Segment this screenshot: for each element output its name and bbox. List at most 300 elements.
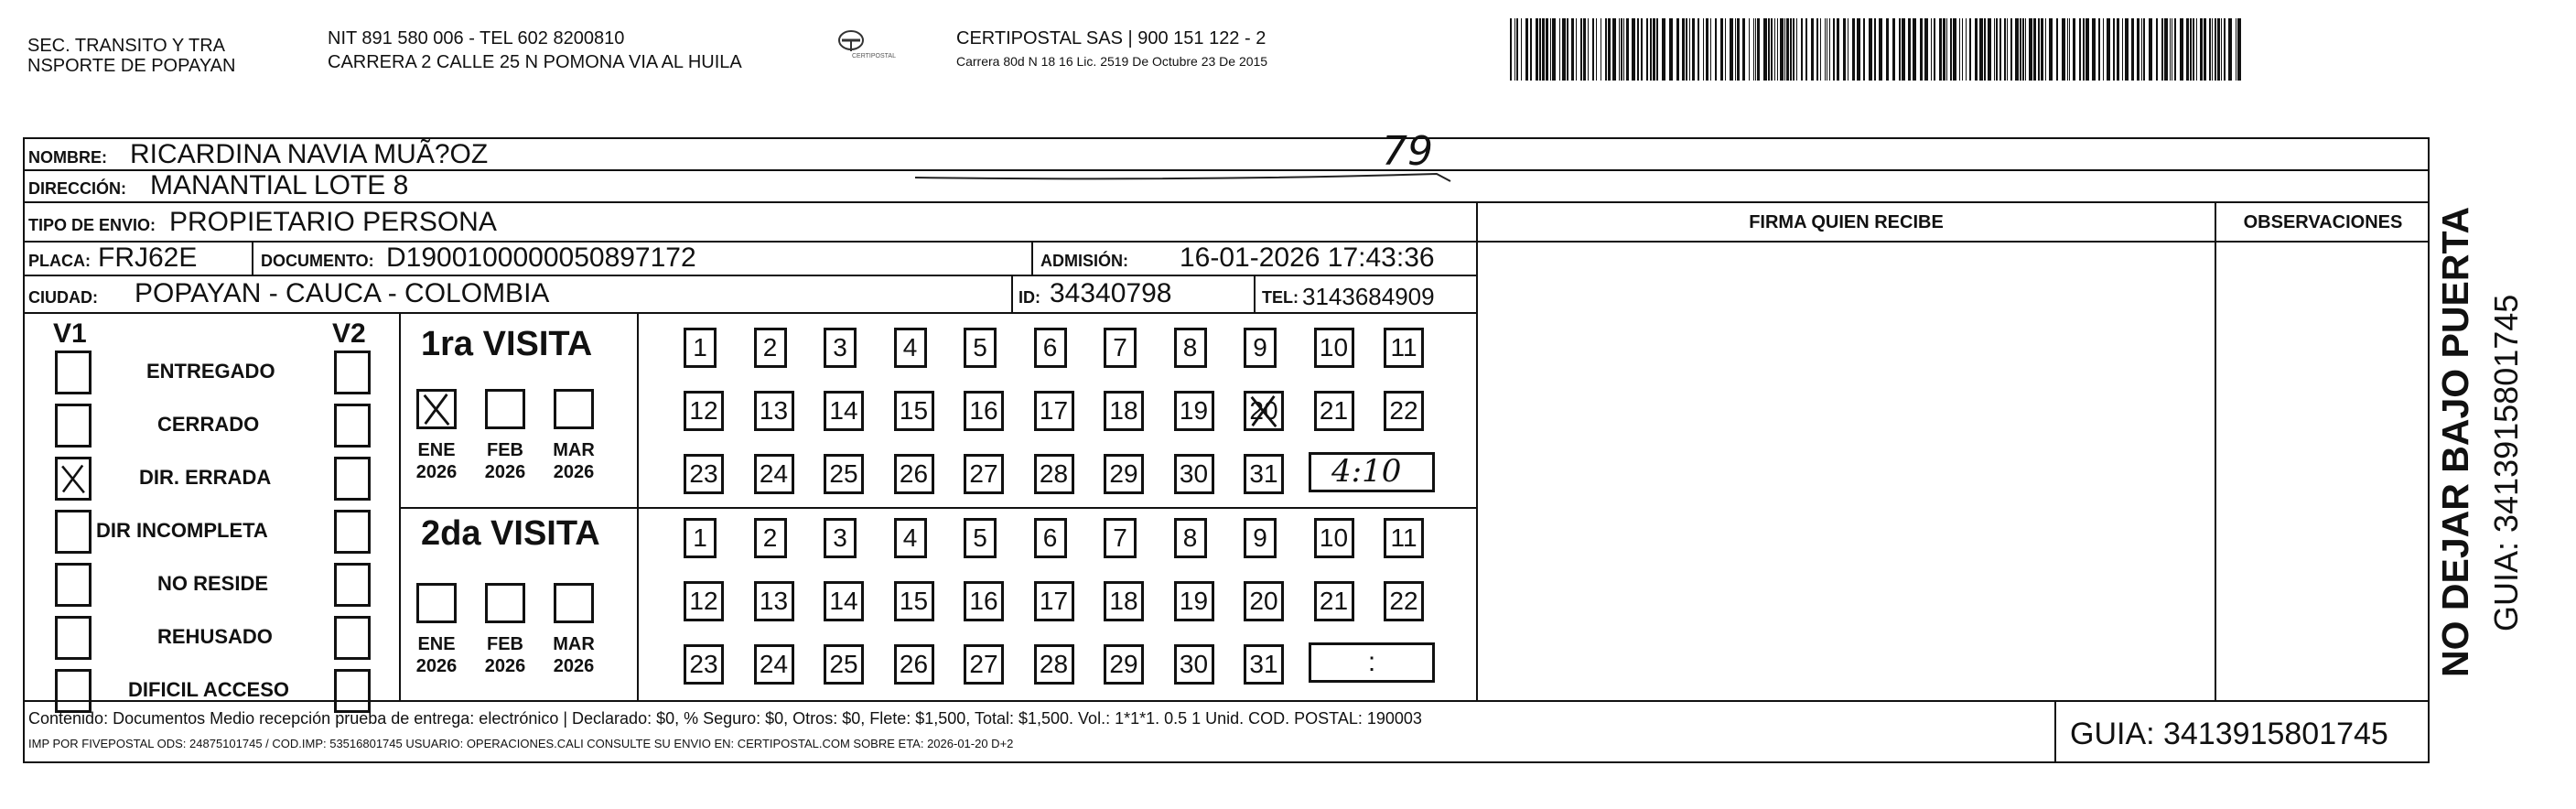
barcode-bar [1874, 18, 1876, 81]
barcode-bar [1706, 18, 1708, 81]
second-visit-month-label [544, 633, 603, 677]
second-visit-day-20[interactable] [1244, 581, 1284, 621]
first-visit-day-number: 29 [1109, 459, 1138, 488]
second-visit-day-4[interactable] [894, 518, 927, 558]
barcode-bar [1994, 18, 1995, 81]
second-visit-month-checkbox[interactable] [485, 583, 525, 623]
barcode-bar [2131, 18, 2134, 81]
barcode-bar [1692, 18, 1695, 81]
barcode-bar [1542, 18, 1545, 81]
barcode-bar [2186, 18, 2189, 81]
second-visit-day-number: 8 [1182, 523, 1198, 552]
second-visit-day-13[interactable] [754, 581, 794, 621]
v2-checkbox[interactable] [334, 404, 371, 448]
barcode-bar [1801, 18, 1803, 81]
barcode-bar [2217, 18, 2220, 81]
barcode-bar [1768, 18, 1770, 81]
second-visit-day-number: 5 [973, 523, 987, 552]
first-visit-day-15[interactable] [894, 391, 934, 431]
divider [1478, 241, 2430, 243]
first-visit-day-number: 13 [759, 396, 789, 425]
barcode-bar [2062, 18, 2065, 81]
barcode-bar [2212, 18, 2213, 81]
first-visit-day-5[interactable] [964, 328, 997, 368]
barcode-bar [2122, 18, 2123, 81]
barcode-bar [1583, 18, 1586, 81]
first-visit-day-6[interactable] [1034, 328, 1067, 368]
barcode-bar [1820, 18, 1821, 81]
ciudad-value: POPAYAN - CAUCA - COLOMBIA [135, 278, 550, 308]
sender-name-line1: SEC. TRANSITO Y TRA [27, 36, 225, 56]
barcode-bar [2103, 18, 2104, 81]
barcode-bar [2056, 18, 2058, 81]
first-visit-day-number: 17 [1039, 396, 1069, 425]
second-visit-month-name: ENE [417, 634, 456, 654]
second-visit-day-7[interactable] [1104, 518, 1137, 558]
barcode-bar [1632, 18, 1635, 81]
second-visit-day-number: 14 [829, 587, 858, 615]
v1-checkbox[interactable] [55, 457, 92, 501]
second-visit-day-number: 15 [899, 587, 929, 615]
barcode-bar [1621, 18, 1622, 81]
barcode-bar [2107, 18, 2110, 81]
tel-value: 3143684909 [1302, 283, 1435, 310]
second-visit-day-number: 21 [1319, 587, 1349, 615]
barcode-bar [1596, 18, 1597, 81]
barcode-bar [1608, 18, 1611, 81]
barcode-bar [2228, 18, 2232, 81]
first-visit-month-year: 2026 [484, 462, 526, 482]
barcode-bar [1536, 18, 1538, 81]
first-visit-day-number: 20 [1249, 396, 1278, 425]
first-visit-day-13[interactable] [754, 391, 794, 431]
barcode-bar [2007, 18, 2008, 81]
barcode-bar [2004, 18, 2006, 81]
footer-guia: GUIA: 3413915801745 [2070, 717, 2388, 751]
barcode-bar [2020, 18, 2021, 81]
barcode-bar [1790, 18, 1792, 81]
second-visit-day-25[interactable] [824, 644, 864, 685]
barcode-bar [2174, 18, 2176, 81]
first-visit-month-year: 2026 [553, 462, 595, 482]
barcode-bar [2015, 18, 2019, 81]
barcode-bar [1786, 18, 1789, 81]
second-visit-day-6[interactable] [1034, 518, 1067, 558]
first-visit-month-checkbox[interactable] [416, 389, 457, 429]
second-visit-day-number: 19 [1179, 587, 1209, 615]
barcode-bar [1833, 18, 1835, 81]
first-visit-day-8[interactable] [1174, 328, 1207, 368]
first-visit-day-number: 26 [899, 459, 929, 488]
id-label: ID: [1019, 288, 1040, 307]
documento-value: D1900100000050897172 [386, 243, 696, 273]
barcode-bar [1730, 18, 1733, 81]
barcode-bar [1843, 18, 1846, 81]
first-visit-day-9[interactable] [1244, 328, 1277, 368]
firma-label: FIRMA QUIEN RECIBE [1749, 212, 1944, 232]
barcode-bar [2083, 18, 2085, 81]
second-visit-day-number: 29 [1109, 650, 1138, 678]
first-visit-day-31[interactable] [1244, 454, 1284, 494]
barcode-bar [2156, 18, 2158, 81]
second-visit-day-18[interactable] [1104, 581, 1144, 621]
second-visit-day-23[interactable] [684, 644, 724, 685]
courier-logo [837, 27, 911, 59]
first-visit-time-box[interactable] [1309, 452, 1435, 492]
barcode-bar [2098, 18, 2100, 81]
barcode-bar [1641, 18, 1643, 81]
second-visit-title: 2da VISITA [421, 514, 600, 553]
barcode-bar [1793, 18, 1795, 81]
barcode-bar [1902, 18, 1905, 81]
barcode-bar [1514, 18, 1515, 81]
first-visit-day-21[interactable] [1314, 391, 1354, 431]
barcode-bar [1650, 18, 1652, 81]
v1-checkbox[interactable] [55, 510, 92, 554]
second-visit-time-box[interactable] [1309, 642, 1435, 683]
v2-checkbox[interactable] [334, 510, 371, 554]
reason-label: NO RESIDE [157, 572, 269, 595]
first-visit-day-number: 9 [1253, 333, 1267, 361]
second-visit-day-number: 30 [1179, 650, 1209, 678]
first-visit-day-28[interactable] [1034, 454, 1074, 494]
direccion-value: MANANTIAL LOTE 8 [150, 170, 409, 200]
barcode-bar [1777, 18, 1778, 81]
first-visit-day-25[interactable] [824, 454, 864, 494]
barcode-bar [1899, 18, 1901, 81]
first-visit-day-number: 5 [973, 333, 987, 361]
barcode-bar [2029, 18, 2032, 81]
first-visit-day-number: 28 [1039, 459, 1069, 488]
first-visit-day-number: 12 [689, 396, 718, 425]
barcode-bar [2010, 18, 2012, 81]
barcode-bar [2141, 18, 2142, 81]
tipo-label: TIPO DE ENVIO: [28, 216, 156, 234]
second-visit-day-number: 13 [759, 587, 789, 615]
barcode-bar [2215, 18, 2216, 81]
direccion-label: DIRECCIÓN: [28, 179, 126, 198]
barcode-bar [1966, 18, 1967, 81]
second-visit-day-14[interactable] [824, 581, 864, 621]
barcode-bar [1592, 18, 1594, 81]
second-visit-day-9[interactable] [1244, 518, 1277, 558]
barcode-bar [1879, 18, 1882, 81]
first-visit-day-2[interactable] [754, 328, 787, 368]
observaciones-label: OBSERVACIONES [2243, 212, 2403, 232]
barcode-bar [1999, 18, 2001, 81]
divider [252, 243, 253, 275]
second-visit-time-placeholder: : [1367, 647, 1376, 677]
first-visit-title: 1ra VISITA [421, 325, 593, 363]
second-visit-day-number: 31 [1249, 650, 1278, 678]
barcode-bar [1763, 18, 1767, 81]
tipo-row [23, 203, 1478, 243]
second-visit-day-21[interactable] [1314, 581, 1354, 621]
barcode-bar [1939, 18, 1942, 81]
second-visit-day-3[interactable] [824, 518, 857, 558]
courier-address: Carrera 80d N 18 16 Lic. 2519 De Octubre 23 De 2015 [956, 54, 1268, 69]
first-visit-day-18[interactable] [1104, 391, 1144, 431]
barcode-bar [1829, 18, 1830, 81]
barcode-bar [1984, 18, 1986, 81]
reason-label: DIR. ERRADA [139, 466, 272, 489]
second-visit-month-name: FEB [487, 634, 523, 654]
tipo-value: PROPIETARIO PERSONA [169, 207, 497, 237]
second-visit-day-31[interactable] [1244, 644, 1284, 685]
barcode-bar [2067, 18, 2068, 81]
v1-checkbox[interactable] [55, 563, 92, 607]
barcode-bar [1562, 18, 1566, 81]
second-visit-day-number: 17 [1039, 587, 1069, 615]
barcode-bar [1682, 18, 1685, 81]
second-visit-day-number: 2 [762, 523, 778, 552]
barcode-bar [1653, 18, 1655, 81]
first-visit-month-label [407, 439, 466, 483]
v2-checkbox[interactable] [334, 351, 371, 394]
second-visit-day-8[interactable] [1174, 518, 1207, 558]
second-visit-day-30[interactable] [1174, 644, 1214, 685]
barcode-bar [2041, 18, 2043, 81]
first-visit-day-number: 6 [1042, 333, 1058, 361]
courier-logo-text: CERTIPOSTAL [852, 53, 896, 59]
barcode-bar [1550, 18, 1551, 81]
barcode-bar [1805, 18, 1807, 81]
first-visit-day-number: 27 [969, 459, 998, 488]
first-visit-day-11[interactable] [1384, 328, 1424, 368]
barcode-bar [1623, 18, 1624, 81]
barcode-bar [1852, 18, 1855, 81]
second-visit-day-26[interactable] [894, 644, 934, 685]
barcode-bar [1943, 18, 1945, 81]
second-visit-day-number: 12 [689, 587, 718, 615]
second-visit-day-22[interactable] [1384, 581, 1424, 621]
barcode-bar [1757, 18, 1760, 81]
tel-label: TEL: [1262, 288, 1299, 307]
placa-row [23, 243, 1478, 276]
first-visit-month-year: 2026 [415, 462, 458, 482]
barcode-bar [1605, 18, 1607, 81]
v2-checkbox[interactable] [334, 616, 371, 660]
first-visit-day-number: 30 [1179, 459, 1209, 488]
courier-logo-icon [837, 27, 865, 53]
barcode-bar [2143, 18, 2145, 81]
barcode-bar [2221, 18, 2222, 81]
barcode-bar [1656, 18, 1658, 81]
barcode-bar [1571, 18, 1574, 81]
barcode-bar [1576, 18, 1577, 81]
divider [2215, 203, 2216, 702]
barcode-bar [1552, 18, 1556, 81]
second-visit-day-number: 7 [1113, 523, 1127, 552]
barcode-bar [1796, 18, 1797, 81]
second-visit-day-number: 27 [969, 650, 998, 678]
barcode-bar [1539, 18, 1541, 81]
second-visit-day-number: 1 [693, 523, 707, 552]
barcode-bar [1924, 18, 1928, 81]
second-visit-day-number: 18 [1109, 587, 1138, 615]
second-visit-day-29[interactable] [1104, 644, 1144, 685]
sender-nit: NIT 891 580 006 - TEL 602 8200810 [328, 28, 625, 49]
first-visit-day-number: 8 [1182, 333, 1198, 361]
second-visit-month-label [407, 633, 466, 677]
second-visit-day-number: 9 [1253, 523, 1267, 552]
barcode-bar [1755, 18, 1756, 81]
first-visit-day-23[interactable] [684, 454, 724, 494]
first-visit-day-22[interactable] [1384, 391, 1424, 431]
first-visit-month-checkbox[interactable] [554, 389, 594, 429]
barcode-bar [1959, 18, 1960, 81]
barcode-bar [1946, 18, 1947, 81]
second-visit-day-24[interactable] [754, 644, 794, 685]
second-visit-day-17[interactable] [1034, 581, 1074, 621]
second-visit-day-number: 23 [689, 650, 718, 678]
second-visit-day-12[interactable] [684, 581, 724, 621]
barcode-bar [1857, 18, 1860, 81]
second-visit-day-10[interactable] [1314, 518, 1354, 558]
barcode-bar [1920, 18, 1923, 81]
x-mark-icon [58, 459, 89, 498]
barcode-bar [1646, 18, 1648, 81]
x-mark-icon [419, 392, 454, 426]
no-dejar-bajo-puerta: NO DEJAR BAJO PUERTA [2434, 206, 2476, 677]
first-visit-day-number: 2 [762, 333, 778, 361]
barcode-bar [1521, 18, 1522, 81]
barcode-bar [1753, 18, 1754, 81]
first-visit-day-number: 18 [1109, 396, 1138, 425]
placa-value: FRJ62E [98, 243, 198, 273]
second-visit-day-11[interactable] [1384, 518, 1424, 558]
barcode-bar [1749, 18, 1750, 81]
barcode-bar [1825, 18, 1826, 81]
first-visit-month-label [476, 439, 534, 483]
barcode-bar [2125, 18, 2129, 81]
placa-label: PLACA: [28, 252, 91, 270]
admision-value: 16-01-2026 17:43:36 [1180, 243, 1435, 273]
first-visit-month-name: ENE [417, 440, 456, 460]
first-visit-day-number: 14 [829, 396, 858, 425]
v1-checkbox[interactable] [55, 404, 92, 448]
second-visit-month-year: 2026 [415, 656, 458, 676]
barcode-bar [1934, 18, 1935, 81]
second-visit-month-name: MAR [553, 634, 595, 654]
first-visit-day-10[interactable] [1314, 328, 1354, 368]
barcode-bar [2170, 18, 2171, 81]
first-visit-day-number: 23 [689, 459, 718, 488]
first-visit-day-1[interactable] [684, 328, 717, 368]
barcode-bar [1703, 18, 1704, 81]
first-visit-day-16[interactable] [964, 391, 1004, 431]
first-visit-day-20[interactable] [1244, 391, 1284, 431]
v1-label: V1 [53, 318, 87, 349]
barcode-bar [1686, 18, 1687, 81]
divider [1254, 276, 1256, 312]
barcode-bar [2164, 18, 2168, 81]
first-visit-day-3[interactable] [824, 328, 857, 368]
first-visit-day-number: 10 [1319, 333, 1349, 361]
second-visit-day-15[interactable] [894, 581, 934, 621]
first-visit-day-29[interactable] [1104, 454, 1144, 494]
barcode-bar [1988, 18, 1991, 81]
first-visit-day-24[interactable] [754, 454, 794, 494]
barcode-bar [1837, 18, 1839, 81]
second-visit-day-2[interactable] [754, 518, 787, 558]
first-visit-day-7[interactable] [1104, 328, 1137, 368]
barcode-bar [1662, 18, 1665, 81]
first-visit-day-30[interactable] [1174, 454, 1214, 494]
first-visit-day-26[interactable] [894, 454, 934, 494]
barcode-bar [2049, 18, 2053, 81]
v2-checkbox[interactable] [334, 457, 371, 501]
barcode-bar [1720, 18, 1723, 81]
barcode-bar [1530, 18, 1532, 81]
first-visit-day-number: 7 [1113, 333, 1127, 361]
second-visit-day-28[interactable] [1034, 644, 1074, 685]
second-visit-month-checkbox[interactable] [554, 583, 594, 623]
sender-address: CARRERA 2 CALLE 25 N POMONA VIA AL HUILA [328, 52, 742, 72]
second-visit-day-number: 25 [829, 650, 858, 678]
second-visit-month-checkbox[interactable] [416, 583, 457, 623]
barcode-bar [2022, 18, 2024, 81]
v2-checkbox[interactable] [334, 563, 371, 607]
first-visit-month-checkbox[interactable] [485, 389, 525, 429]
v1-checkbox[interactable] [55, 616, 92, 660]
second-visit-day-5[interactable] [964, 518, 997, 558]
admision-label: ADMISIÓN: [1040, 252, 1128, 270]
barcode-bar [1913, 18, 1916, 81]
divider [1031, 243, 1033, 275]
first-visit-day-number: 24 [759, 459, 789, 488]
barcode-bar [2196, 18, 2197, 81]
first-visit-day-19[interactable] [1174, 391, 1214, 431]
barcode-bar [1931, 18, 1932, 81]
first-visit-day-4[interactable] [894, 328, 927, 368]
reason-label: DIR INCOMPLETA [96, 519, 268, 542]
barcode-bar [2045, 18, 2046, 81]
second-visit-day-number: 6 [1042, 523, 1058, 552]
barcode-bar [2237, 18, 2241, 81]
barcode-bar [2149, 18, 2152, 81]
first-visit-day-14[interactable] [824, 391, 864, 431]
second-visit-day-19[interactable] [1174, 581, 1214, 621]
second-visit-day-number: 4 [902, 523, 918, 552]
first-visit-day-number: 21 [1319, 396, 1349, 425]
second-visit-day-number: 16 [969, 587, 998, 615]
barcode-bar [2073, 18, 2075, 81]
barcode-bar [2069, 18, 2070, 81]
barcode-bar [2137, 18, 2139, 81]
barcode-bar [1510, 18, 1512, 81]
first-visit-day-17[interactable] [1034, 391, 1074, 431]
v1-checkbox[interactable] [55, 351, 92, 394]
first-visit-day-number: 16 [969, 396, 998, 425]
barcode-bar [1996, 18, 1998, 81]
first-visit-day-12[interactable] [684, 391, 724, 431]
first-visit-time: 4:10 [1331, 453, 1402, 490]
first-visit-day-number: 19 [1179, 396, 1209, 425]
second-visit-day-1[interactable] [684, 518, 717, 558]
barcode-bar [1626, 18, 1629, 81]
barcode-bar [1742, 18, 1745, 81]
reason-label: CERRADO [157, 413, 260, 436]
barcode-bar [1725, 18, 1726, 81]
second-visit-day-16[interactable] [964, 581, 1004, 621]
first-visit-day-27[interactable] [964, 454, 1004, 494]
second-visit-day-27[interactable] [964, 644, 1004, 685]
barcode-bar [2113, 18, 2115, 81]
ciudad-label: CIUDAD: [28, 288, 98, 307]
barcode-bar [1771, 18, 1773, 81]
reason-label: REHUSADO [157, 625, 273, 648]
